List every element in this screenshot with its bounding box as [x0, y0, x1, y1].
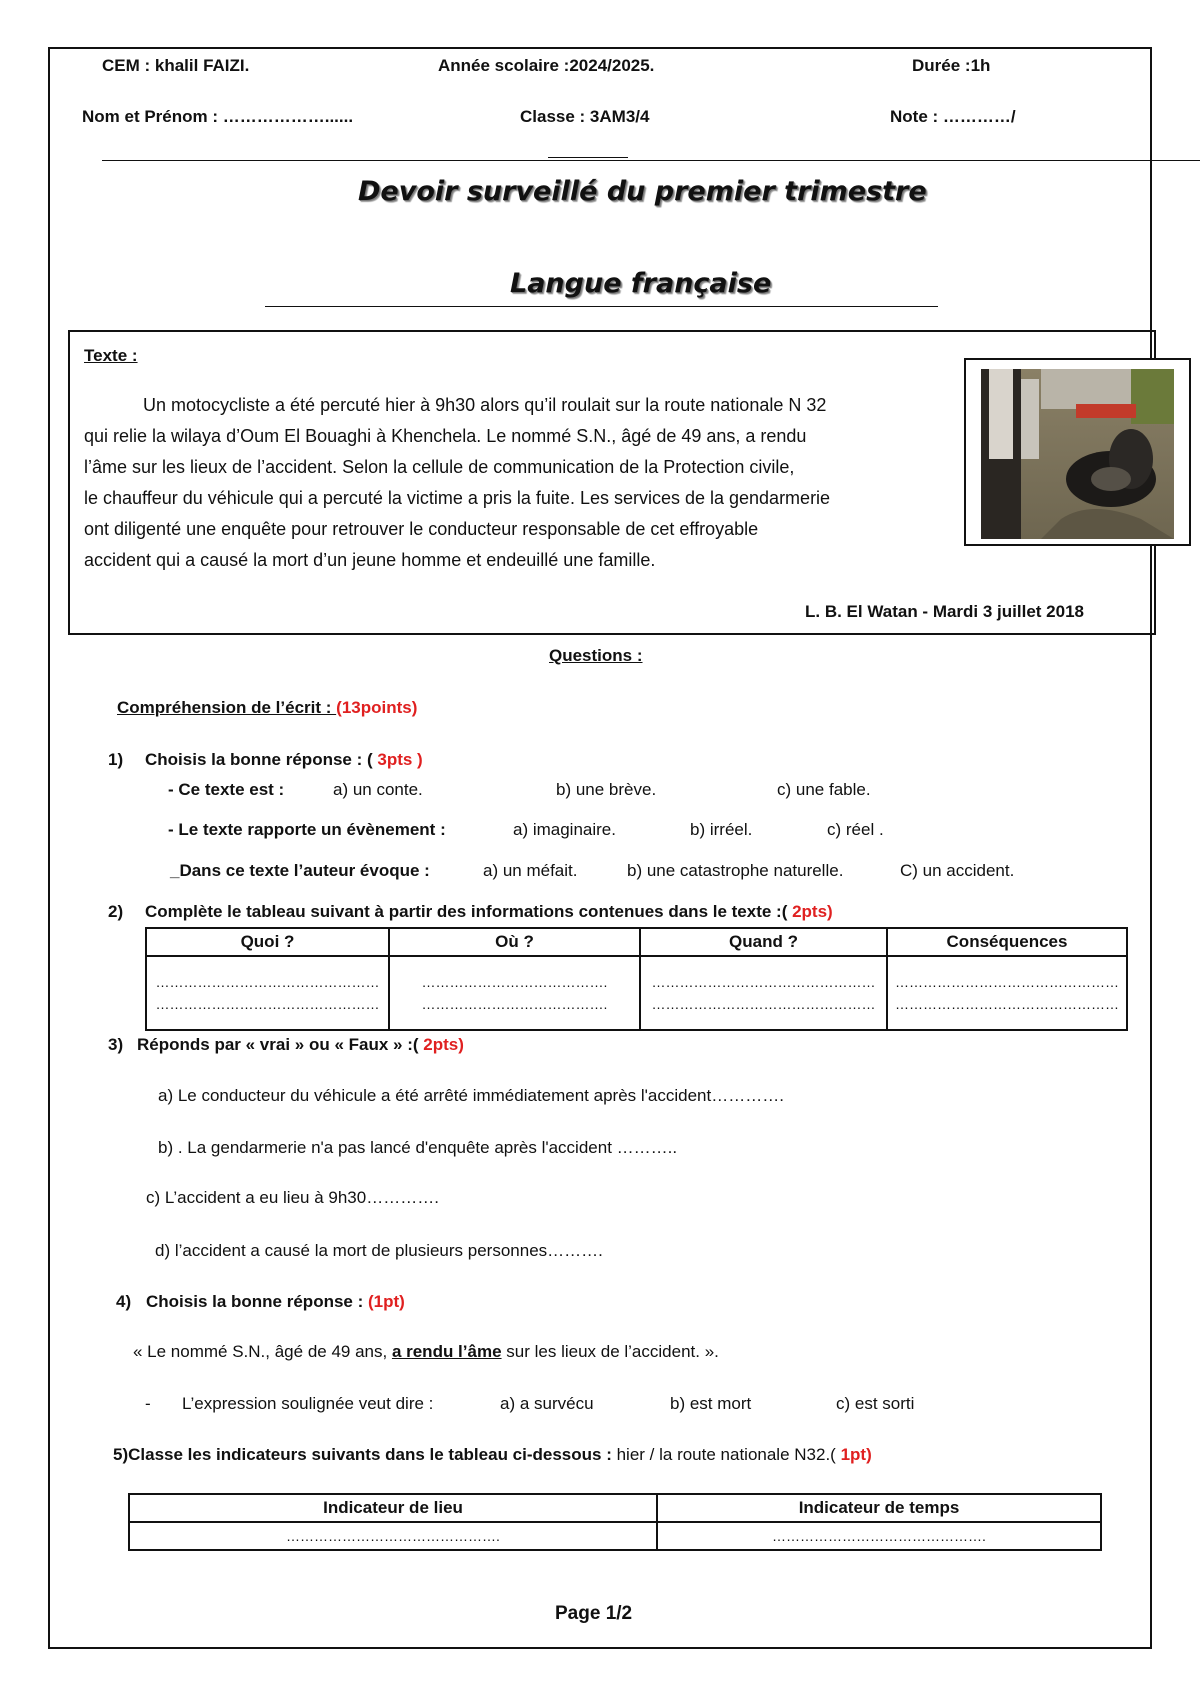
title-underline: [265, 306, 938, 307]
q2-header-ou: Où ?: [389, 928, 640, 956]
q1-number: 1): [108, 750, 124, 769]
header-divider-mark: [548, 157, 628, 158]
q1b-option-b: b) irréel.: [690, 820, 753, 839]
q2-header-quand: Quand ?: [640, 928, 887, 956]
questions-heading: Questions :: [549, 646, 643, 665]
q3-item-c: c) L’accident a eu lieu à 9h30………….: [146, 1188, 439, 1207]
q2-header-quoi: Quoi ?: [146, 928, 389, 956]
text-line-5: ont diligenté une enquête pour retrouver le conducteur responsable de cet effroyable: [84, 519, 759, 539]
q5-points: 1pt): [835, 1445, 872, 1464]
q1-prompt: Choisis la bonne réponse : (: [145, 750, 378, 769]
school-name: CEM : khalil FAIZI.: [102, 56, 250, 75]
section-points: (13points): [336, 698, 418, 717]
q3-item-d: d) l’accident a causé la mort de plusieurs personnes……….: [155, 1241, 603, 1260]
q2-points: 2pts): [787, 902, 833, 921]
text-line-3: l’âme sur les lieux de l’accident. Selon la cellule de communication de la Protection civile,: [84, 457, 795, 477]
q1c-stem: _Dans ce texte l’auteur évoque :: [170, 861, 430, 880]
q3-number: 3): [108, 1035, 124, 1054]
text-line-6: accident qui a causé la mort d’un jeune homme et endeuillé une famille.: [84, 550, 656, 570]
text-label: Texte :: [84, 346, 138, 365]
q3-item-b: b) . La gendarmerie n'a pas lancé d'enquête après l'accident ………..: [158, 1138, 678, 1157]
accident-photo-frame: [964, 358, 1191, 546]
q4-option-c: c) est sorti: [836, 1394, 915, 1413]
q1a-option-a: a) un conte.: [333, 780, 423, 799]
q1-points: 3pts ): [377, 750, 423, 769]
q2-cell-quand[interactable]: ………………………………………… …………………………………………: [640, 956, 887, 1030]
q4-number: 4): [116, 1292, 132, 1311]
text-source: L. B. El Watan - Mardi 3 juillet 2018: [805, 602, 1084, 621]
exam-title: Devoir surveillé du premier trimestre: [358, 176, 927, 207]
q2-cell-ou[interactable]: …………………………………. ………………………………….: [389, 956, 640, 1030]
q5-cell-temps[interactable]: ……………………………………….: [657, 1522, 1101, 1550]
header-divider: [102, 160, 1200, 161]
q4-points: (1pt): [367, 1292, 405, 1311]
q2-table: [145, 927, 1128, 1031]
q3-points: 2pts): [418, 1035, 464, 1054]
q4-quote-start: « Le nommé S.N., âgé de 49 ans,: [133, 1342, 392, 1361]
q4-option-b: b) est mort: [670, 1394, 752, 1413]
text-line-4: le chauffeur du véhicule qui a percuté la victime a pris la fuite. Les services de la gendarmerie: [84, 488, 831, 508]
text-line-1: Un motocycliste a été percuté hier à 9h30 alors qu’il roulait sur la route nationale N 32: [143, 395, 827, 415]
duration: Durée :1h: [912, 56, 991, 75]
page-number: Page 1/2: [555, 1603, 633, 1624]
q1a-option-b: b) une brève.: [556, 780, 657, 799]
q4-dash: -: [145, 1394, 151, 1413]
q3-prompt: Réponds par « vrai » ou « Faux » :(: [137, 1035, 419, 1054]
q1b-stem: - Le texte rapporte un évènement :: [168, 820, 446, 839]
accident-photo: [981, 369, 1174, 539]
q4-quote-underlined: a rendu l’âme: [391, 1342, 502, 1361]
q4-stem: L’expression soulignée veut dire :: [182, 1394, 434, 1413]
q5-prompt: Classe les indicateurs suivants dans le tableau ci-dessous :: [128, 1445, 617, 1464]
subject-title: Langue française: [510, 268, 772, 299]
section-label: Compréhension de l’écrit :: [117, 698, 337, 717]
school-year: Année scolaire :2024/2025.: [438, 56, 655, 75]
q5-header-temps: Indicateur de temps: [657, 1494, 1101, 1522]
q2-cell-consequences[interactable]: ………………………………………… …………………………………………: [887, 956, 1127, 1030]
q1a-option-c: c) une fable.: [777, 780, 871, 799]
q2-header-consequences: Conséquences: [887, 928, 1127, 956]
q4-option-a: a) a survécu: [500, 1394, 594, 1413]
grade-field: Note : …………/: [890, 107, 1016, 126]
q4-quote-end: sur les lieux de l’accident. ».: [501, 1342, 719, 1361]
q1a-stem: - Ce texte est :: [168, 780, 285, 799]
q1c-option-b: b) une catastrophe naturelle.: [627, 861, 844, 880]
q5-items: hier / la route nationale N32.(: [616, 1445, 836, 1464]
q2-prompt: Complète le tableau suivant à partir des informations contenues dans le texte :(: [145, 902, 788, 921]
q1c-option-a: a) un méfait.: [483, 861, 578, 880]
q2-cell-quoi[interactable]: ………………………………………… …………………………………………: [146, 956, 389, 1030]
q2-number: 2): [108, 902, 124, 921]
q5-cell-lieu[interactable]: ……………………………………….: [129, 1522, 657, 1550]
text-line-2: qui relie la wilaya d’Oum El Bouaghi à Khenchela. Le nommé S.N., âgé de 49 ans, a rendu: [84, 426, 807, 446]
q4-prompt: Choisis la bonne réponse :: [146, 1292, 368, 1311]
q3-item-a: a) Le conducteur du véhicule a été arrêté immédiatement après l'accident………….: [158, 1086, 784, 1105]
q1c-option-c: C) un accident.: [900, 861, 1015, 880]
q5-header-lieu: Indicateur de lieu: [129, 1494, 657, 1522]
q5-table: [128, 1493, 1102, 1551]
name-field: Nom et Prénom : ………………......: [82, 107, 354, 126]
class-label: Classe : 3AM3/4: [520, 107, 650, 126]
q1b-option-c: c) réel .: [827, 820, 884, 839]
q5-number: 5): [113, 1445, 129, 1464]
q1b-option-a: a) imaginaire.: [513, 820, 616, 839]
